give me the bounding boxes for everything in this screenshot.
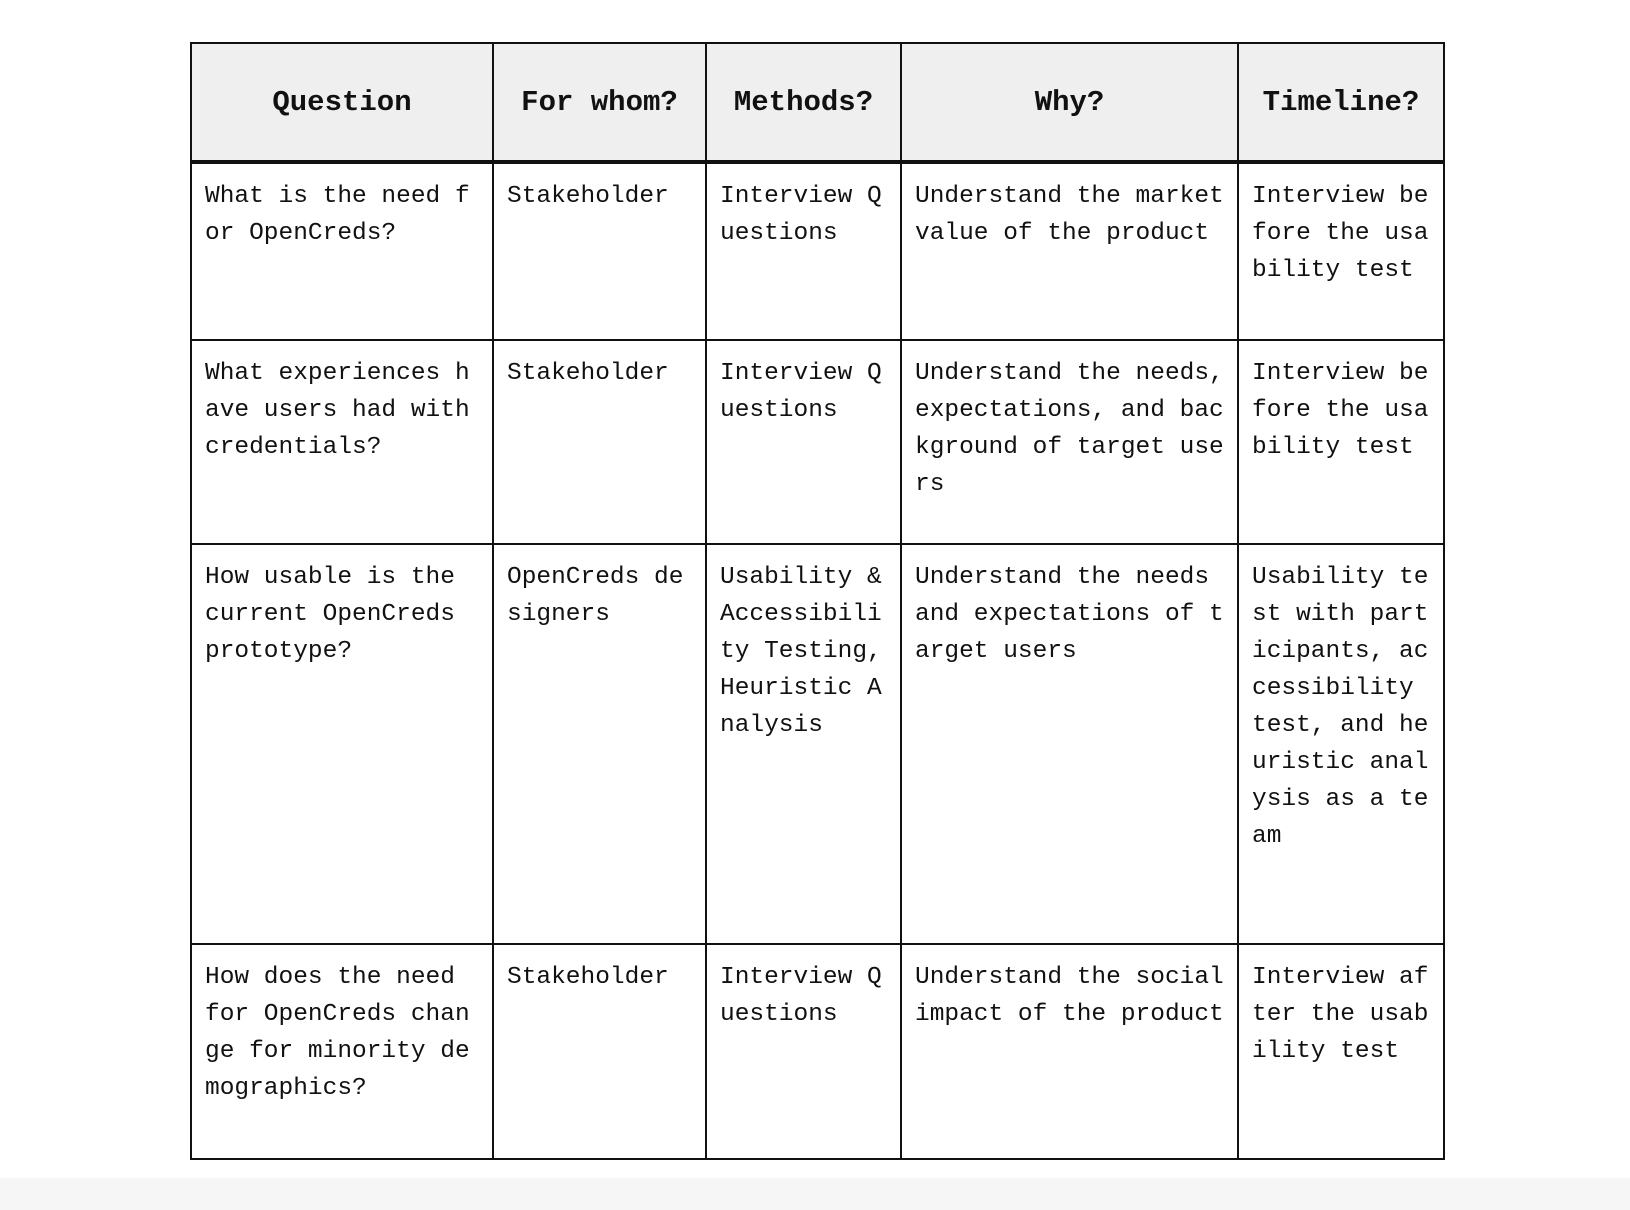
timeline-text: Interview before the usability test: [1252, 360, 1429, 461]
methods-text: Interview Questions: [720, 360, 882, 424]
methods-text: Interview Questions: [720, 183, 882, 247]
header-why: Why?: [901, 43, 1238, 162]
for-whom-text: Stakeholder: [507, 360, 669, 387]
cell-for-whom: [493, 162, 706, 340]
table-body: [191, 162, 1444, 1159]
research-plan-table: [190, 42, 1445, 1160]
cell-timeline: [1238, 340, 1444, 544]
cell-timeline: [1238, 544, 1444, 944]
header-timeline: Timeline?: [1238, 43, 1444, 162]
cell-timeline: [1238, 944, 1444, 1159]
cell-why: [901, 944, 1238, 1159]
timeline-text: Usability test with participants, accessibility test, and heuristic analysis as a team: [1252, 564, 1429, 850]
methods-text: Usability & Accessibility Testing, Heuristic Analysis: [720, 564, 882, 739]
table-row: [191, 544, 1444, 944]
cell-timeline: [1238, 162, 1444, 340]
cell-methods: [706, 944, 901, 1159]
page-bottom-strip: [0, 1178, 1630, 1210]
why-text: Understand the social impact of the product: [915, 964, 1224, 1028]
cell-methods: [706, 340, 901, 544]
cell-methods: [706, 544, 901, 944]
for-whom-text: Stakeholder: [507, 183, 669, 210]
table-row: [191, 340, 1444, 544]
cell-why: [901, 162, 1238, 340]
cell-methods: [706, 162, 901, 340]
cell-why: [901, 340, 1238, 544]
question-text: How does the need for OpenCreds change for minority demographics?: [205, 964, 470, 1102]
cell-why: [901, 544, 1238, 944]
table-header: [191, 43, 1444, 162]
why-text: Understand the needs, expectations, and background of target users: [915, 360, 1224, 498]
question-text: What is the need for OpenCreds?: [205, 183, 470, 247]
cell-for-whom: [493, 340, 706, 544]
header-methods: Methods?: [706, 43, 901, 162]
cell-question: [191, 340, 493, 544]
question-text: What experiences have users had with credentials?: [205, 360, 470, 461]
question-text: How usable is the current OpenCreds prototype?: [205, 564, 455, 665]
table-row: [191, 944, 1444, 1159]
why-text: Understand the market value of the product: [915, 183, 1224, 247]
for-whom-text: Stakeholder: [507, 964, 669, 991]
timeline-text: Interview after the usability test: [1252, 964, 1429, 1065]
for-whom-text: OpenCreds designers: [507, 564, 684, 628]
cell-question: [191, 162, 493, 340]
cell-for-whom: [493, 944, 706, 1159]
timeline-text: Interview before the usability test: [1252, 183, 1429, 284]
table-row: [191, 162, 1444, 340]
header-for-whom: For whom?: [493, 43, 706, 162]
cell-for-whom: [493, 544, 706, 944]
methods-text: Interview Questions: [720, 964, 882, 1028]
header-row: [191, 43, 1444, 162]
header-question: Question: [191, 43, 493, 162]
cell-question: [191, 544, 493, 944]
why-text: Understand the needs and expectations of target users: [915, 564, 1224, 665]
cell-question: [191, 944, 493, 1159]
